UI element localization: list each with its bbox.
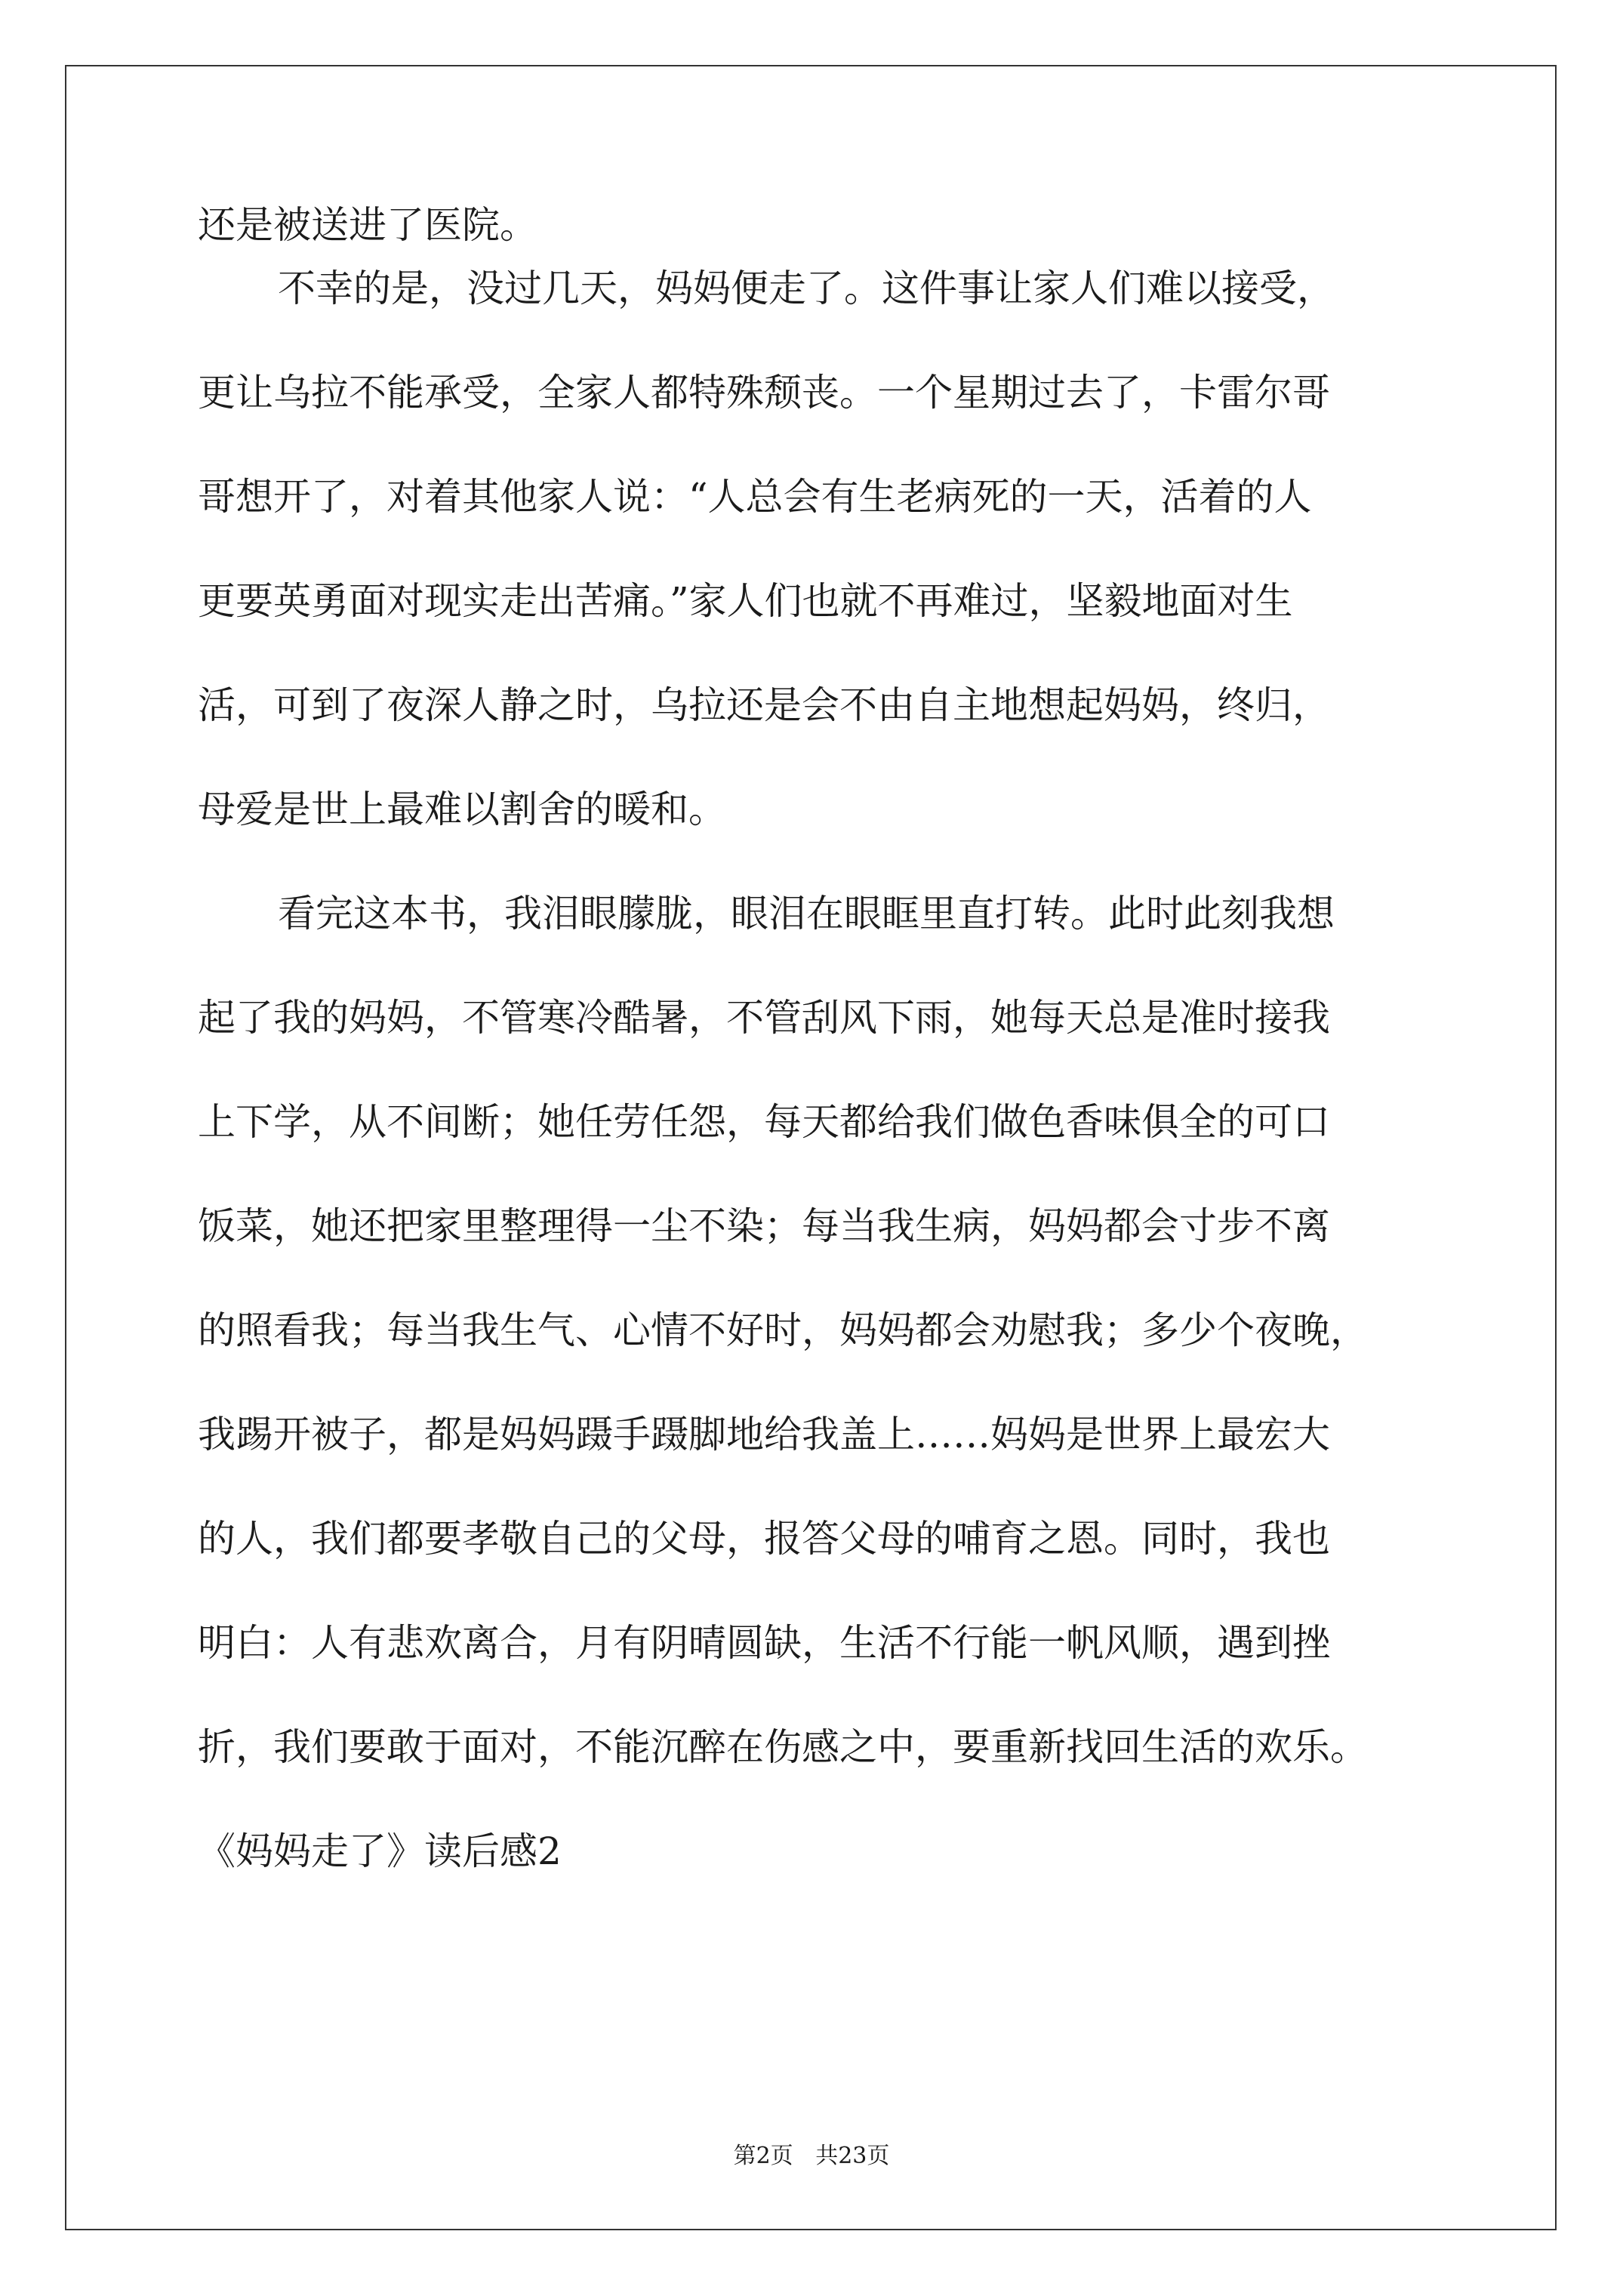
text-line: 更要英勇面对现实走出苦痛。”家人们也就不再难过，坚毅地面对生 — [198, 579, 1293, 623]
page-number: 第2页 — [733, 2143, 793, 2169]
text-line: 的人，我们都要孝敬自己的父母，报答父母的哺育之恩。同时，我也 — [198, 1517, 1330, 1561]
text-line: 还是被送进了医院。 — [198, 203, 537, 247]
document-body — [198, 193, 1451, 1924]
text-line: 我踢开被子，都是妈妈蹑手蹑脚地给我盖上……妈妈是世界上最宏大 — [198, 1413, 1330, 1456]
text-line: 折，我们要敢于面对，不能沉醉在伤感之中，要重新找回生活的欢乐。 — [198, 1725, 1368, 1769]
section-title: 《妈妈走了》读后感2 — [198, 1829, 562, 1873]
text-line: 明白：人有悲欢离合，月有阴晴圆缺，生活不行能一帆风顺，遇到挫 — [198, 1621, 1330, 1665]
text-line: 起了我的妈妈，不管寒冷酷暑，不管刮风下雨，她每天总是准时接我 — [198, 996, 1330, 1040]
text-line: 哥想开了，对着其他家人说：“人总会有生老病死的一天，活着的人 — [198, 475, 1312, 519]
text-line: 不幸的是，没过几天，妈妈便走了。这件事让家人们难以接受， — [278, 267, 1335, 310]
text-line: 看完这本书，我泪眼朦胧，眼泪在眼眶里直打转。此时此刻我想 — [278, 892, 1335, 935]
text-line: 活，可到了夜深人静之时，乌拉还是会不由自主地想起妈妈，终归， — [198, 683, 1330, 727]
text-line: 更让乌拉不能承受，全家人都特殊颓丧。一个星期过去了，卡雷尔哥 — [198, 371, 1330, 415]
text-line: 的照看我；每当我生气、心情不好时，妈妈都会劝慰我；多少个夜晚， — [198, 1308, 1368, 1352]
text-line: 饭菜，她还把家里整理得一尘不染；每当我生病，妈妈都会寸步不离 — [198, 1204, 1330, 1248]
page-total: 共23页 — [815, 2143, 890, 2169]
text-line: 上下学，从不间断；她任劳任怨，每天都给我们做色香味俱全的可口 — [198, 1100, 1330, 1144]
text-line: 母爱是世上最难以割舍的暖和。 — [198, 787, 726, 831]
page-footer — [0, 2137, 1623, 2170]
